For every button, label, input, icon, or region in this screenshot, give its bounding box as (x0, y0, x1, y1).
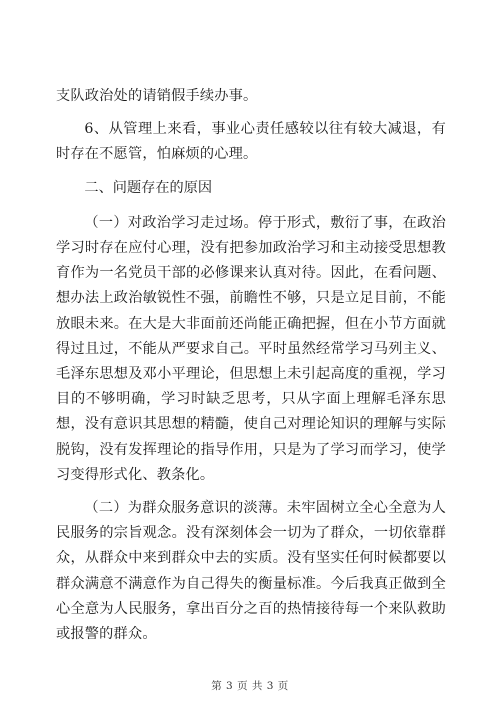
section-heading-causes: 二、问题存在的原因 (84, 179, 213, 196)
paragraph-cause-2: （二）为群众服务意识的淡薄。未牢固树立全心全意为人民服务的宗旨观念。没有深刻体会一切为了群众，一切依靠群众，从群众中来到群众中去的实质。没有坚实任何时候都要以群众满意不满意作为自己得失的衡量标准。今后我真正做到全心全意为人民服务，拿出百分之百的热情接待每一个来队救助或报警的群众。 (56, 500, 446, 643)
paragraph-continuation: 支队政治处的请销假手续办事。 (56, 88, 258, 104)
page-footer: 第 3 页 共 3 页 (211, 680, 289, 692)
document-body (56, 84, 446, 655)
paragraph-cause-1: （一）对政治学习走过场。停于形式，敷衍了事，在政治学习时存在应付心理，没有把参加政治学习和主动接受思想教育作为一名党员干部的必修课来认真对待。因此，在看问题、想办法上政治敏锐性不强，前瞻性不够，只是立足目前，不能放眼未来。在大是大非面前还尚能正确把握，但在小节方面就得过且过，不能从严要求自己。平时虽然经常学习马列主义、毛泽东思想及邓小平理论，但思想上未引起高度的重视，学习目的不够明确，学习时缺乏思考，只从字面上理解毛泽东思想，没有意识其思想的精髓，使自己对理论知识的理解与实际脱钩，没有发挥理论的指导作用，只是为了学习而学习，使学习变得形式化、教条化。 (56, 214, 446, 483)
paragraph-item-6: 6、从管理上来看，事业心责任感较以往有较大减退，有时存在不愿管，怕麻烦的心理。 (56, 121, 446, 163)
